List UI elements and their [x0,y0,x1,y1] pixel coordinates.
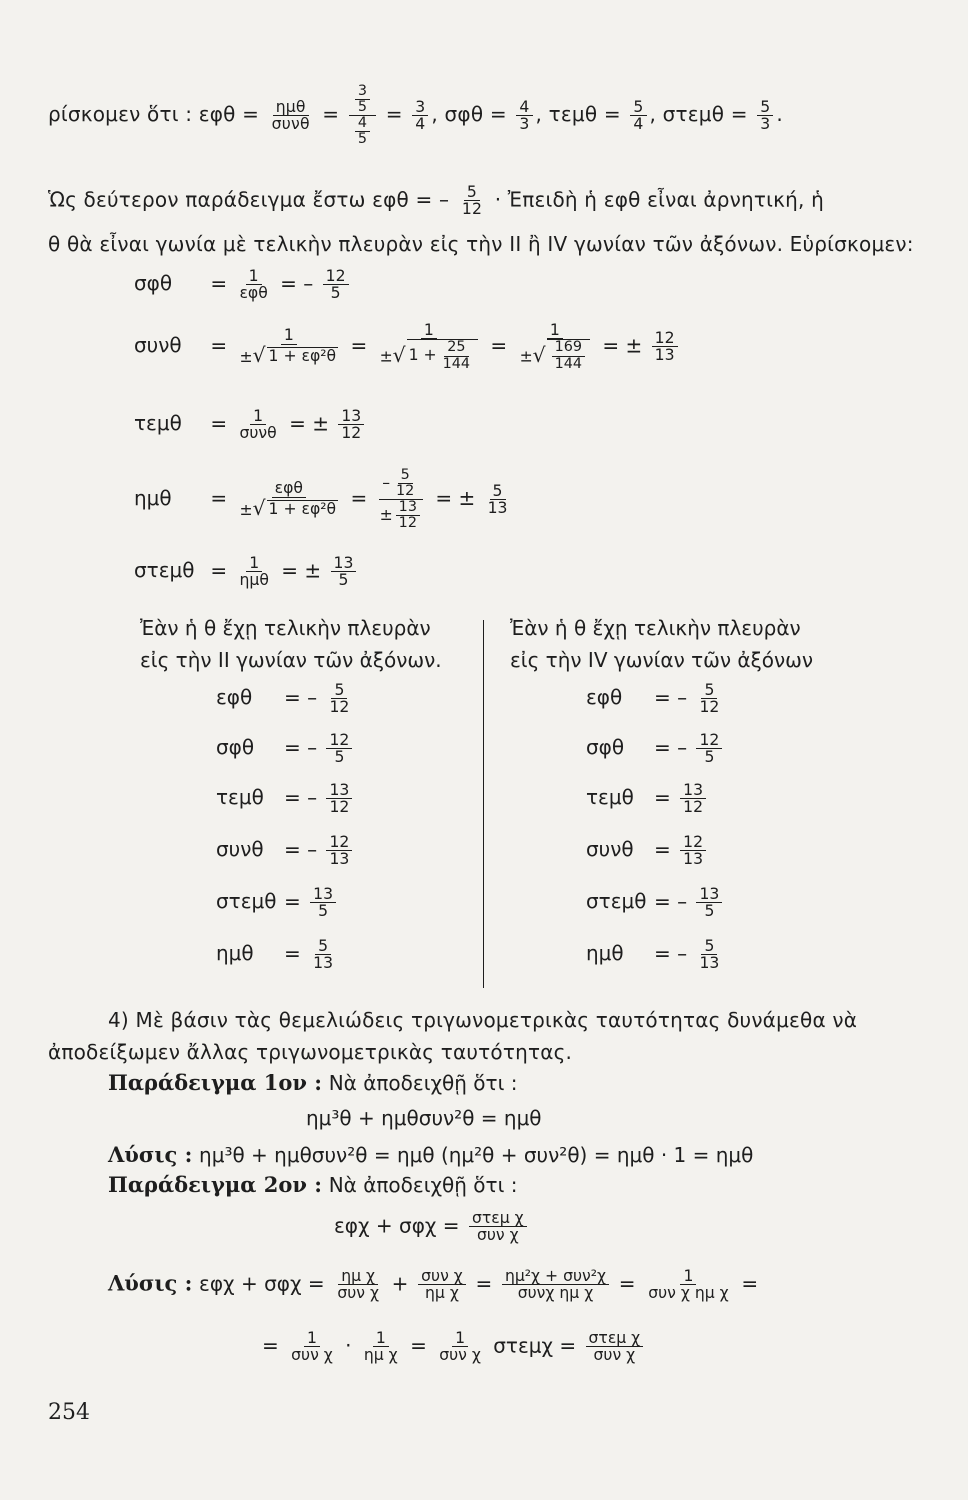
text: στεμχ = [493,1333,577,1358]
fraction [680,834,706,868]
numerator [349,84,376,116]
label: Παράδειγμα 2ον : [108,1172,323,1197]
numerator: εφθ [272,480,306,497]
denominator: 3 [760,114,771,134]
numerator: – $\frac{5}{12}$ [379,468,423,500]
denominator: 13 [654,345,675,365]
right-heading-1: Ἐὰν ἡ θ ἔχῃ τελικὴν πλευρὰν [510,616,801,640]
text: = – [280,271,314,296]
numerator: 5 [315,938,331,955]
left-row [216,682,355,716]
plus-minus: ± [239,346,253,366]
plus-minus: ± [519,346,533,366]
lhs: εφθ [586,685,623,710]
lhs: συνθ [134,333,182,358]
sign: = [284,941,301,966]
fraction [326,834,352,868]
plus-minus: ± [304,558,322,583]
text: εφχ + σφχ = [199,1271,325,1296]
left-row [216,834,355,868]
fraction [696,938,722,972]
denominator: συνθ [239,423,277,443]
fraction [236,327,341,366]
text: Ὡς δεύτερον παράδειγμα ἔστω εφθ = – [48,187,450,212]
left-row [216,938,339,972]
fraction [236,480,341,519]
right-row [586,834,709,868]
equals-sign: = [603,102,621,127]
lhs: ημθ [216,941,254,966]
fraction [326,682,352,716]
numerator: 1 [547,322,563,339]
sign: = – [284,735,318,760]
denominator: ημθ [239,570,269,590]
denominator: 5 [334,747,345,767]
denominator: 5 [330,283,341,303]
example-1-heading [108,1070,517,1095]
fraction [236,408,279,442]
sign: = – [654,685,688,710]
right-row [586,782,709,816]
denominator: 12 [398,515,417,532]
denominator: συνχ ημ χ [517,1283,594,1303]
denominator: 3 [519,114,530,134]
fraction-sin-cos [269,96,313,134]
fraction [326,782,352,816]
fraction [236,268,270,302]
numerator: 13 [310,886,336,903]
sqrt [252,495,339,520]
numerator: 13 [326,782,352,799]
numerator: 12 [680,834,706,851]
plus-minus: ± [312,411,329,436]
left-heading-1: Ἐὰν ἡ θ ἔχῃ τελικὴν πλευρὰν [140,616,431,640]
equals-sign: = [618,1271,636,1296]
text: · Ἐπειδὴ ἡ εφθ εἶναι ἀρνητική, ἡ [494,187,824,212]
lhs: συνθ [216,837,264,862]
denominator: 12 [341,423,362,443]
fraction [696,682,722,716]
fraction [652,327,678,365]
numerator: ημθ [273,99,309,116]
fraction [459,184,485,218]
lhs: τεμθ [216,785,264,810]
fraction [469,1210,527,1244]
denominator: ημ χ [363,1345,398,1365]
numerator: 12 [652,330,678,347]
denominator [236,342,341,367]
sign: = [654,837,671,862]
denominator: 12 [699,697,720,717]
numerator: 1 [304,1330,320,1347]
fraction [331,555,357,589]
numerator: 13 [680,782,706,799]
plus-minus: ± [625,333,643,358]
numerator: 1 [246,268,262,285]
denominator: 5 [704,901,715,921]
denominator: 4 [633,114,644,134]
solution-2-line-1 [108,1268,758,1302]
numerator: 5 [398,468,413,484]
fraction [436,1330,484,1364]
denominator: 5 [357,131,368,148]
fraction [393,468,417,499]
fraction [586,1330,644,1364]
radicand [547,339,590,371]
numerator: 13 [396,500,420,516]
denominator: συν χ [439,1345,481,1365]
fraction [418,1268,466,1302]
equation-csc: στεμθ = $\frac{1}{\text{ημθ}}$ = ± $\frac{13}{5}$ [134,555,359,589]
sec-symbol: τεμθ [548,102,598,127]
plus-minus: ± [379,505,393,525]
numerator: 1 [421,322,437,339]
right-row [586,682,725,716]
plus-sign: + [391,1271,409,1296]
denominator: 5 [357,99,368,116]
text: θ θὰ εἶναι γωνία μὲ τελικὴν πλευρὰν εἰς τὴν II ἢ IV γωνίαν τῶν ἀξόνων. Εὑρίσκομεν: [48,232,914,256]
text: ημ³θ + ημθσυν²θ = ημθ (ημ²θ + συν²θ) = ημθ · 1 = ημθ [199,1143,754,1167]
lhs: στεμθ [586,889,647,914]
denominator: 4 [415,114,426,134]
denominator [377,339,482,371]
left-row [216,782,355,816]
sqrt [252,342,339,367]
lhs: σφθ [216,735,255,760]
line-tan-result: ρίσκομεν ὅτι : εφθ = $\frac{\text{ημθ}}{\text{συνθ}}$ = $\frac{\frac{3}{5}}{\frac{4}{5}}$ = $\frac{3}{4}$ , σφθ = $\frac{4}{3}$ , τεμθ = $\frac{5}{4}$ , στεμθ = $\frac{5}{3}$ . [48,83,783,148]
fraction [310,886,336,920]
numerator: 5 [701,938,717,955]
lhs: τεμθ [586,785,634,810]
plus-minus: ± [379,346,393,366]
fraction [440,340,473,371]
sign: = – [654,735,688,760]
fraction [630,96,646,134]
denominator: ημ χ [425,1283,459,1303]
numerator: 12 [323,268,349,285]
numerator: συν χ [418,1268,466,1285]
label: Παράδειγμα 1ον : [108,1070,323,1095]
fraction [696,886,722,920]
compound-fraction [377,468,426,531]
numerator: 1 [246,555,262,572]
equation-cot: σφθ = $\frac{1}{\text{εφθ}}$ = – $\frac{12}{5}$ [134,268,352,302]
denominator: συν χ [337,1283,379,1303]
text: 1 + [408,345,437,365]
right-row [586,938,725,972]
fraction [517,322,594,372]
numerator: 5 [757,99,773,116]
denominator: 5 [338,570,349,590]
lhs: συνθ [586,837,634,862]
denominator: συν χ [476,1225,519,1245]
denominator: 12 [396,483,415,500]
denominator: 144 [554,355,583,372]
sign: = [284,889,301,914]
fraction [323,268,349,302]
fraction [502,1268,609,1302]
lhs: εφθ [216,685,253,710]
equals-sign: = [322,102,340,127]
lhs: σφθ [134,271,173,296]
dot: · [345,1333,352,1358]
numerator: 5 [630,99,646,116]
numerator: 13 [331,555,357,572]
fraction [696,732,722,766]
fraction [326,732,352,766]
numerator: ημ χ [338,1268,378,1285]
numerator: 25 [444,340,468,356]
fraction [645,1268,731,1302]
cot-symbol: σφθ [444,102,484,127]
equals-sign: = [385,102,403,127]
left-heading-2: εἰς τὴν II γωνίαν τῶν ἀξόνων. [140,648,442,672]
numerator: 4 [516,99,532,116]
text: Νὰ ἀποδειχθῇ ὅτι : [328,1071,518,1095]
denominator: συνθ [271,114,310,134]
example-2-heading [108,1172,517,1197]
fraction [361,1330,401,1364]
radical-icon: √ [532,342,546,367]
numerator: 1 [373,1330,389,1347]
plus-minus: ± [458,486,476,511]
equals-sign: = [410,1333,427,1358]
sqrt [393,339,478,371]
denominator: συν χ ημ χ [648,1283,729,1303]
sign: = – [284,837,318,862]
denominator: εφθ [239,283,268,303]
lhs: εφχ + σφχ = [334,1213,460,1238]
numerator: 1 [452,1330,468,1347]
lhs: ημθ [134,486,172,511]
numerator: 5 [701,682,717,699]
denominator [349,116,376,147]
denominator: 13 [329,849,350,869]
fraction [412,96,428,134]
sign: = – [284,685,318,710]
numerator: 1 [250,408,266,425]
right-row [586,886,725,920]
numerator: 12 [696,732,722,749]
fraction [236,555,271,589]
lhs: ημθ [586,941,624,966]
fraction [552,340,585,371]
denominator: 12 [461,199,483,219]
fraction [680,782,706,816]
example-1-equation: ημ³θ + ημθσυν²θ = ημθ [306,1106,542,1130]
left-row [216,886,339,920]
numerator: 1 [680,1268,696,1285]
sign: = – [284,785,318,810]
plus-minus: ± [239,499,253,519]
denominator: 13 [699,953,720,973]
label: Λύσις : [108,1270,193,1296]
equals-sign: = [262,1333,279,1358]
solution-1 [108,1142,753,1167]
denominator: συν χ [291,1345,333,1365]
radical-icon: √ [252,495,266,520]
denominator: 5 [704,747,715,767]
line-quadrants [48,232,914,256]
lhs: στεμθ [216,889,277,914]
solution-2-line-2 [262,1330,646,1364]
denominator: 13 [313,953,334,973]
lhs: τεμθ [134,411,182,436]
numerator: 169 [552,340,585,356]
denominator: 13 [683,849,704,869]
sign: = [654,785,671,810]
radical-icon: √ [392,342,406,367]
example-2-equation [334,1210,530,1244]
denominator [236,495,341,520]
line-second-example [48,184,824,218]
equals-sign: = [741,1271,759,1296]
equation-cos: συνθ = 1 ± √ 1 + εφ²θ = 1 ± √ 1 + $\frac{25}{144}$ = 1 ± √ $\frac{169}{144}$ = ± $\frac{12}{13}$ [134,322,681,372]
fraction [310,938,336,972]
numerator: 4 [355,116,370,132]
fraction [338,408,364,442]
section-4-line-2: ἀποδείξωμεν ἄλλας τριγωνομετρικὰς ταυτότητας. [48,1040,573,1064]
fraction [334,1268,382,1302]
numerator: στεμ χ [586,1330,644,1347]
inner-fraction [355,84,370,115]
equation-sec: τεμθ = $\frac{1}{\text{συνθ}}$ = ± $\frac{13}{12}$ [134,408,367,442]
numerator: στεμ χ [469,1210,527,1227]
prefix-text: ρίσκομεν ὅτι : [48,102,193,127]
column-divider [483,620,484,988]
denominator [377,500,426,531]
denominator [517,339,594,371]
fraction [288,1330,336,1364]
denominator: 12 [329,797,350,817]
page-number: 254 [48,1400,90,1425]
denominator: 12 [683,797,704,817]
fraction [516,96,532,134]
denominator: 144 [442,355,471,372]
fraction [757,96,773,134]
radicand [407,339,478,371]
sqrt [533,339,590,371]
denominator: συν χ [593,1345,636,1365]
compound-fraction [349,84,376,147]
numerator: 5 [490,483,506,500]
equals-sign: = [475,1271,493,1296]
numerator: 1 [281,327,297,344]
numerator: ημ²χ + συν²χ [502,1268,609,1285]
numerator: 12 [326,834,352,851]
fraction [396,500,420,531]
equals-sign: = [242,102,260,127]
fraction [377,322,482,372]
lhs: σφθ [586,735,625,760]
right-row [586,732,725,766]
radicand: 1 + εφ²θ [268,345,337,365]
equals-sign: = [489,102,507,127]
denominator: 13 [487,498,508,518]
fraction [485,480,511,518]
inner-fraction [355,116,370,147]
sign: = – [654,941,688,966]
lhs: στεμθ [134,558,195,583]
numerator: 3 [355,84,370,100]
denominator: 12 [329,697,350,717]
numerator: 5 [464,184,480,201]
radicand: 1 + εφ²θ [268,498,337,518]
section-4-line-1: 4) Μὲ βάσιν τὰς θεμελιώδεις τριγωνομετρικὰς ταυτότητας δυνάμεθα νὰ [108,1008,858,1032]
sign: = – [654,889,688,914]
denominator: 5 [318,901,329,921]
equation-sin: ημθ = εφθ ± √ 1 + εφ²θ = – $\frac{5}{12}$ ± $\frac{13}{12}$ = ± $\frac{5}{13}$ [134,468,513,531]
text: Νὰ ἀποδειχθῇ ὅτι : [328,1173,518,1197]
numerator: 13 [338,408,364,425]
radical-icon: √ [252,342,266,367]
left-row [216,732,355,766]
numerator: 3 [412,99,428,116]
right-heading-2: εἰς τὴν IV γωνίαν τῶν ἀξόνων [510,648,814,672]
label: Λύσις : [108,1142,193,1167]
numerator: 13 [696,886,722,903]
tan-symbol: εφθ [198,102,236,127]
numerator: 5 [331,682,347,699]
csc-symbol: στεμθ [662,102,725,127]
equals-sign: = [730,102,748,127]
numerator: 12 [326,732,352,749]
